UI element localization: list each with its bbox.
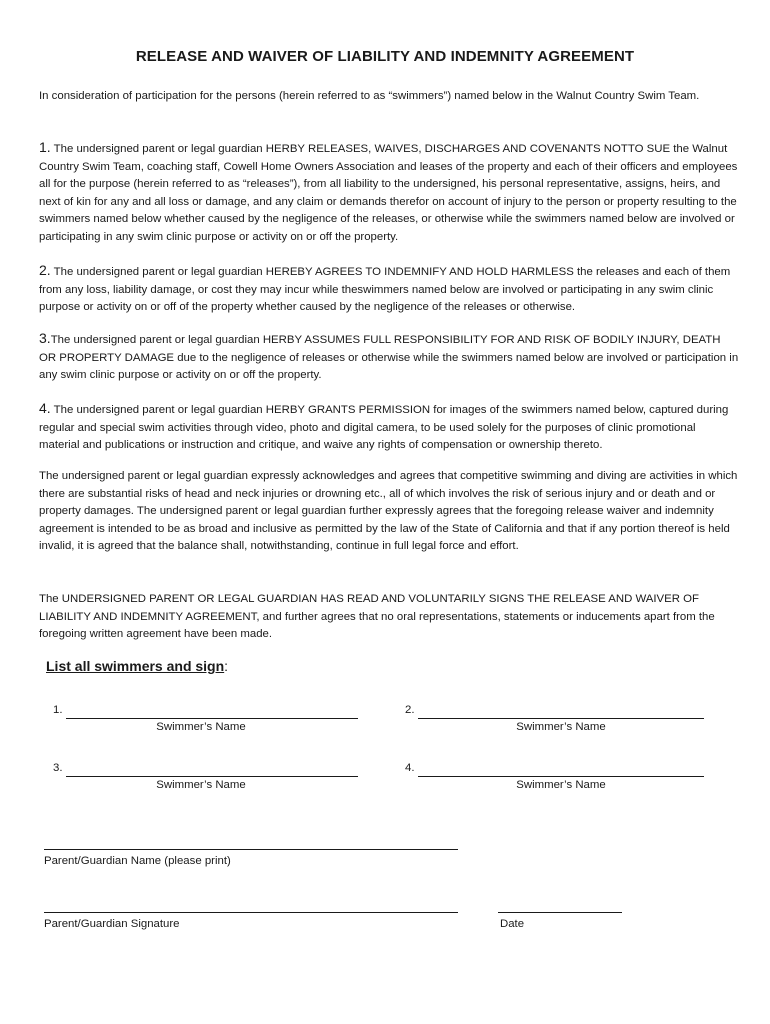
clause-3 [39,330,739,385]
swimmer-entry-4 [405,762,710,798]
parent-signature-label: Parent/Guardian Signature [44,918,180,930]
swimmer-name-field[interactable] [66,718,358,719]
swimmer-name-field[interactable] [66,776,358,777]
swimmer-name-caption: Swimmer’s Name [156,721,246,733]
swimmer-list-heading: List all swimmers and sign: [46,658,229,674]
intro-text: In consideration of participation for the persons (herein referred to as “swimmers”) named below in the Walnut Country Swim Team. [39,90,700,102]
clause-number: 1. [39,139,51,155]
acknowledgement-text: The undersigned parent or legal guardian expressly acknowledges and agrees that competitive swimming and diving are activities in which there are substantial risks of head and neck injuries or drowning etc., all of which involves the risk of serious injury and or death and or property damages. The undersigned parent or legal guardian further expressly agrees that the foregoing release waiver and indemnity agreement is intended to be as broad and inclusive as permitted by the law of the State of California and that if any portion thereof is held invalid, it is agreed that the balance shall, notwithstanding, continue in full legal force and effort. [39,470,738,553]
swimmer-name-field[interactable] [418,776,704,777]
acknowledgement-paragraph [39,468,739,556]
parent-signature-field[interactable] [44,912,458,913]
intro-paragraph [39,88,739,106]
swimmer-number: 4. [405,762,415,774]
parent-name-label: Parent/Guardian Name (please print) [44,855,231,867]
clause-text: The undersigned parent or legal guardian HERBY GRANTS PERMISSION for images of the swimmers named below, captured during regular and special swim activities through video, photo and digital camera, to be used solely for the purposes of clinic promotional material and publications or instruction and critique, and waive any rights of compensation or ownership thereto. [39,404,729,452]
clause-1 [39,139,739,247]
clause-text: The undersigned parent or legal guardian HERBY ASSUMES FULL RESPONSIBILITY FOR AND RISK OF BODILY INJURY, DEATH OR PROPERTY DAMAGE due to the negligence of releases or otherwise while the swimmers named below are involved or participation in any swim clinic purpose or activity on or off the property. [39,334,739,382]
swimmer-number: 3. [53,762,63,774]
swimmer-name-caption: Swimmer’s Name [516,779,606,791]
parent-name-field[interactable] [44,849,458,850]
clause-number: 4. [39,400,51,416]
swimmer-entry-1 [53,704,363,740]
document-title: RELEASE AND WAIVER OF LIABILITY AND INDEMNITY AGREEMENT [135,48,635,65]
swimmer-name-field[interactable] [418,718,704,719]
closing-text: The UNDERSIGNED PARENT OR LEGAL GUARDIAN HAS READ AND VOLUNTARILY SIGNS THE RELEASE AND WAIVER OF LIABILITY AND INDEMNITY AGREEMENT, and further agrees that no oral representations, statements or inducements apart from the foregoing written agreement have been made. [39,593,715,641]
swimmer-name-caption: Swimmer’s Name [516,721,606,733]
swimmer-entry-2 [405,704,710,740]
swimmer-name-caption: Swimmer’s Name [156,779,246,791]
closing-paragraph [39,591,739,644]
swimmer-number: 2. [405,704,415,716]
clause-number: 2. [39,262,51,278]
clause-number: 3. [39,330,51,346]
clause-text: The undersigned parent or legal guardian HEREBY AGREES TO INDEMNIFY AND HOLD HARMLESS the releases and each of them from any loss, liability damage, or cost they may incur while theswimmers named below are involved or participating in any swim clinic purpose or activity on or off of the property whether caused by the negligence of the releases or otherwise. [39,266,731,314]
clause-text: The undersigned parent or legal guardian HERBY RELEASES, WAIVES, DISCHARGES AND COVENANTS NOTTO SUE the Walnut Country Swim Team, coaching staff, Cowell Home Owners Association and leases of the property and each of their officers and employees all for the purpose (herein referred to as “releases”), from all liability to the undersigned, his personal representative, assigns, heirs, and next of kin for any and all loss or damage, and any claim or demands therefor on account of injury to the person or property resulting to the swimmers named below whether caused by the negligence of the releases, or otherwise while the swimmers named below are involved or participating in any swim clinic purpose or activity on or off the property. [39,143,738,243]
date-field[interactable] [498,912,622,913]
clause-4 [39,400,739,455]
swimmer-entry-3 [53,762,363,798]
swimmer-number: 1. [53,704,63,716]
clause-2 [39,262,739,317]
date-label: Date [500,918,525,930]
